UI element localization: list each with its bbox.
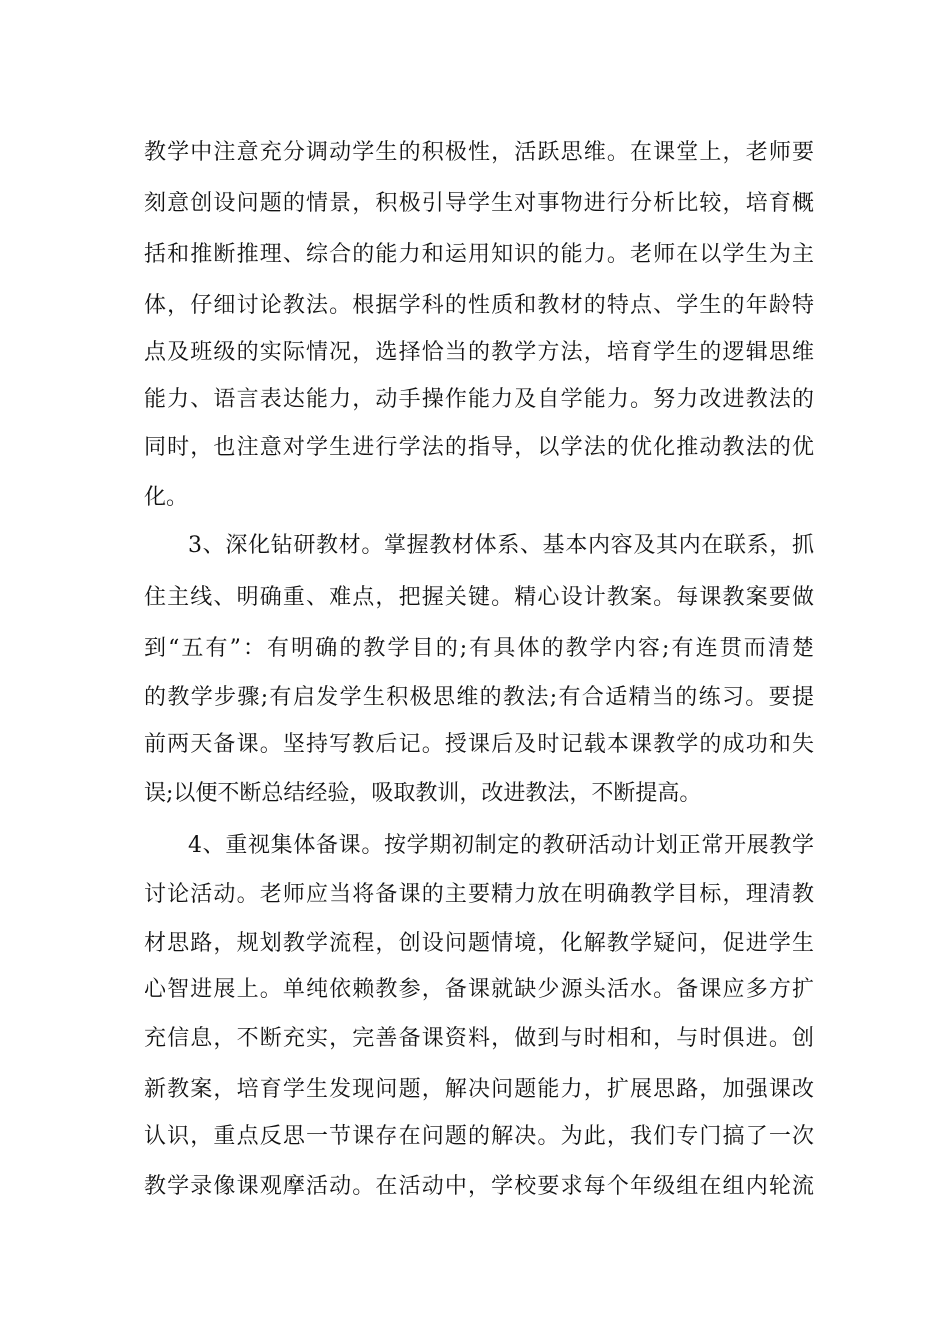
text-line: 括和推断推理、综合的能力和运用知识的能力。老师在以学生为主 bbox=[144, 242, 814, 267]
text-line: 误;以便不断总结经验，吸取教训，改进教法，不断提高。 bbox=[144, 781, 702, 806]
text-line: 充信息，不断充实，完善备课资料，做到与时相和，与时俱进。创 bbox=[144, 1026, 814, 1051]
text-line: 心智进展上。单纯依赖教参，备课就缺少源头活水。备课应多方扩 bbox=[144, 977, 814, 1002]
paragraph-3-first-line: 3、深化钻研教材。掌握教材体系、基本内容及其内在联系，抓 bbox=[188, 533, 814, 558]
text-line: 材思路，规划教学流程，创设问题情境，化解教学疑问，促进学生 bbox=[144, 931, 814, 956]
text-line: 教学中注意充分调动学生的积极性，活跃思维。在课堂上，老师要 bbox=[144, 140, 814, 165]
text-line: 的教学步骤;有启发学生积极思维的教法;有合适精当的练习。要提 bbox=[144, 685, 814, 710]
text-line: 体，仔细讨论教法。根据学科的性质和教材的特点、学生的年龄特 bbox=[144, 293, 814, 318]
text-line: 化。 bbox=[144, 485, 189, 510]
text-line: 前两天备课。坚持写教后记。授课后及时记载本课教学的成功和失 bbox=[144, 732, 814, 757]
text-line: 点及班级的实际情况，选择恰当的教学方法，培育学生的逻辑思维 bbox=[144, 340, 814, 365]
text-line: 能力、语言表达能力，动手操作能力及自学能力。努力改进教法的 bbox=[144, 387, 814, 412]
text-line: 同时，也注意对学生进行学法的指导，以学法的优化推动教法的优 bbox=[144, 435, 814, 460]
text-line: 认识，重点反思一节课存在问题的解决。为此，我们专门搞了一次 bbox=[144, 1124, 814, 1149]
text-line: 新教案，培育学生发现问题，解决问题能力，扩展思路，加强课改 bbox=[144, 1077, 814, 1102]
text-line: 住主线、明确重、难点，把握关键。精心设计教案。每课教案要做 bbox=[144, 585, 814, 610]
text-line: 刻意创设问题的情景，积极引导学生对事物进行分析比较，培育概 bbox=[144, 191, 814, 216]
text-line: 讨论活动。老师应当将备课的主要精力放在明确教学目标，理清教 bbox=[144, 882, 814, 907]
text-line: 教学录像课观摩活动。在活动中，学校要求每个年级组在组内轮流 bbox=[144, 1174, 814, 1199]
text-line: 到“五有”：有明确的教学目的;有具体的教学内容;有连贯而清楚 bbox=[144, 636, 814, 661]
paragraph-4-first-line: 4、重视集体备课。按学期初制定的教研活动计划正常开展教学 bbox=[188, 833, 814, 858]
